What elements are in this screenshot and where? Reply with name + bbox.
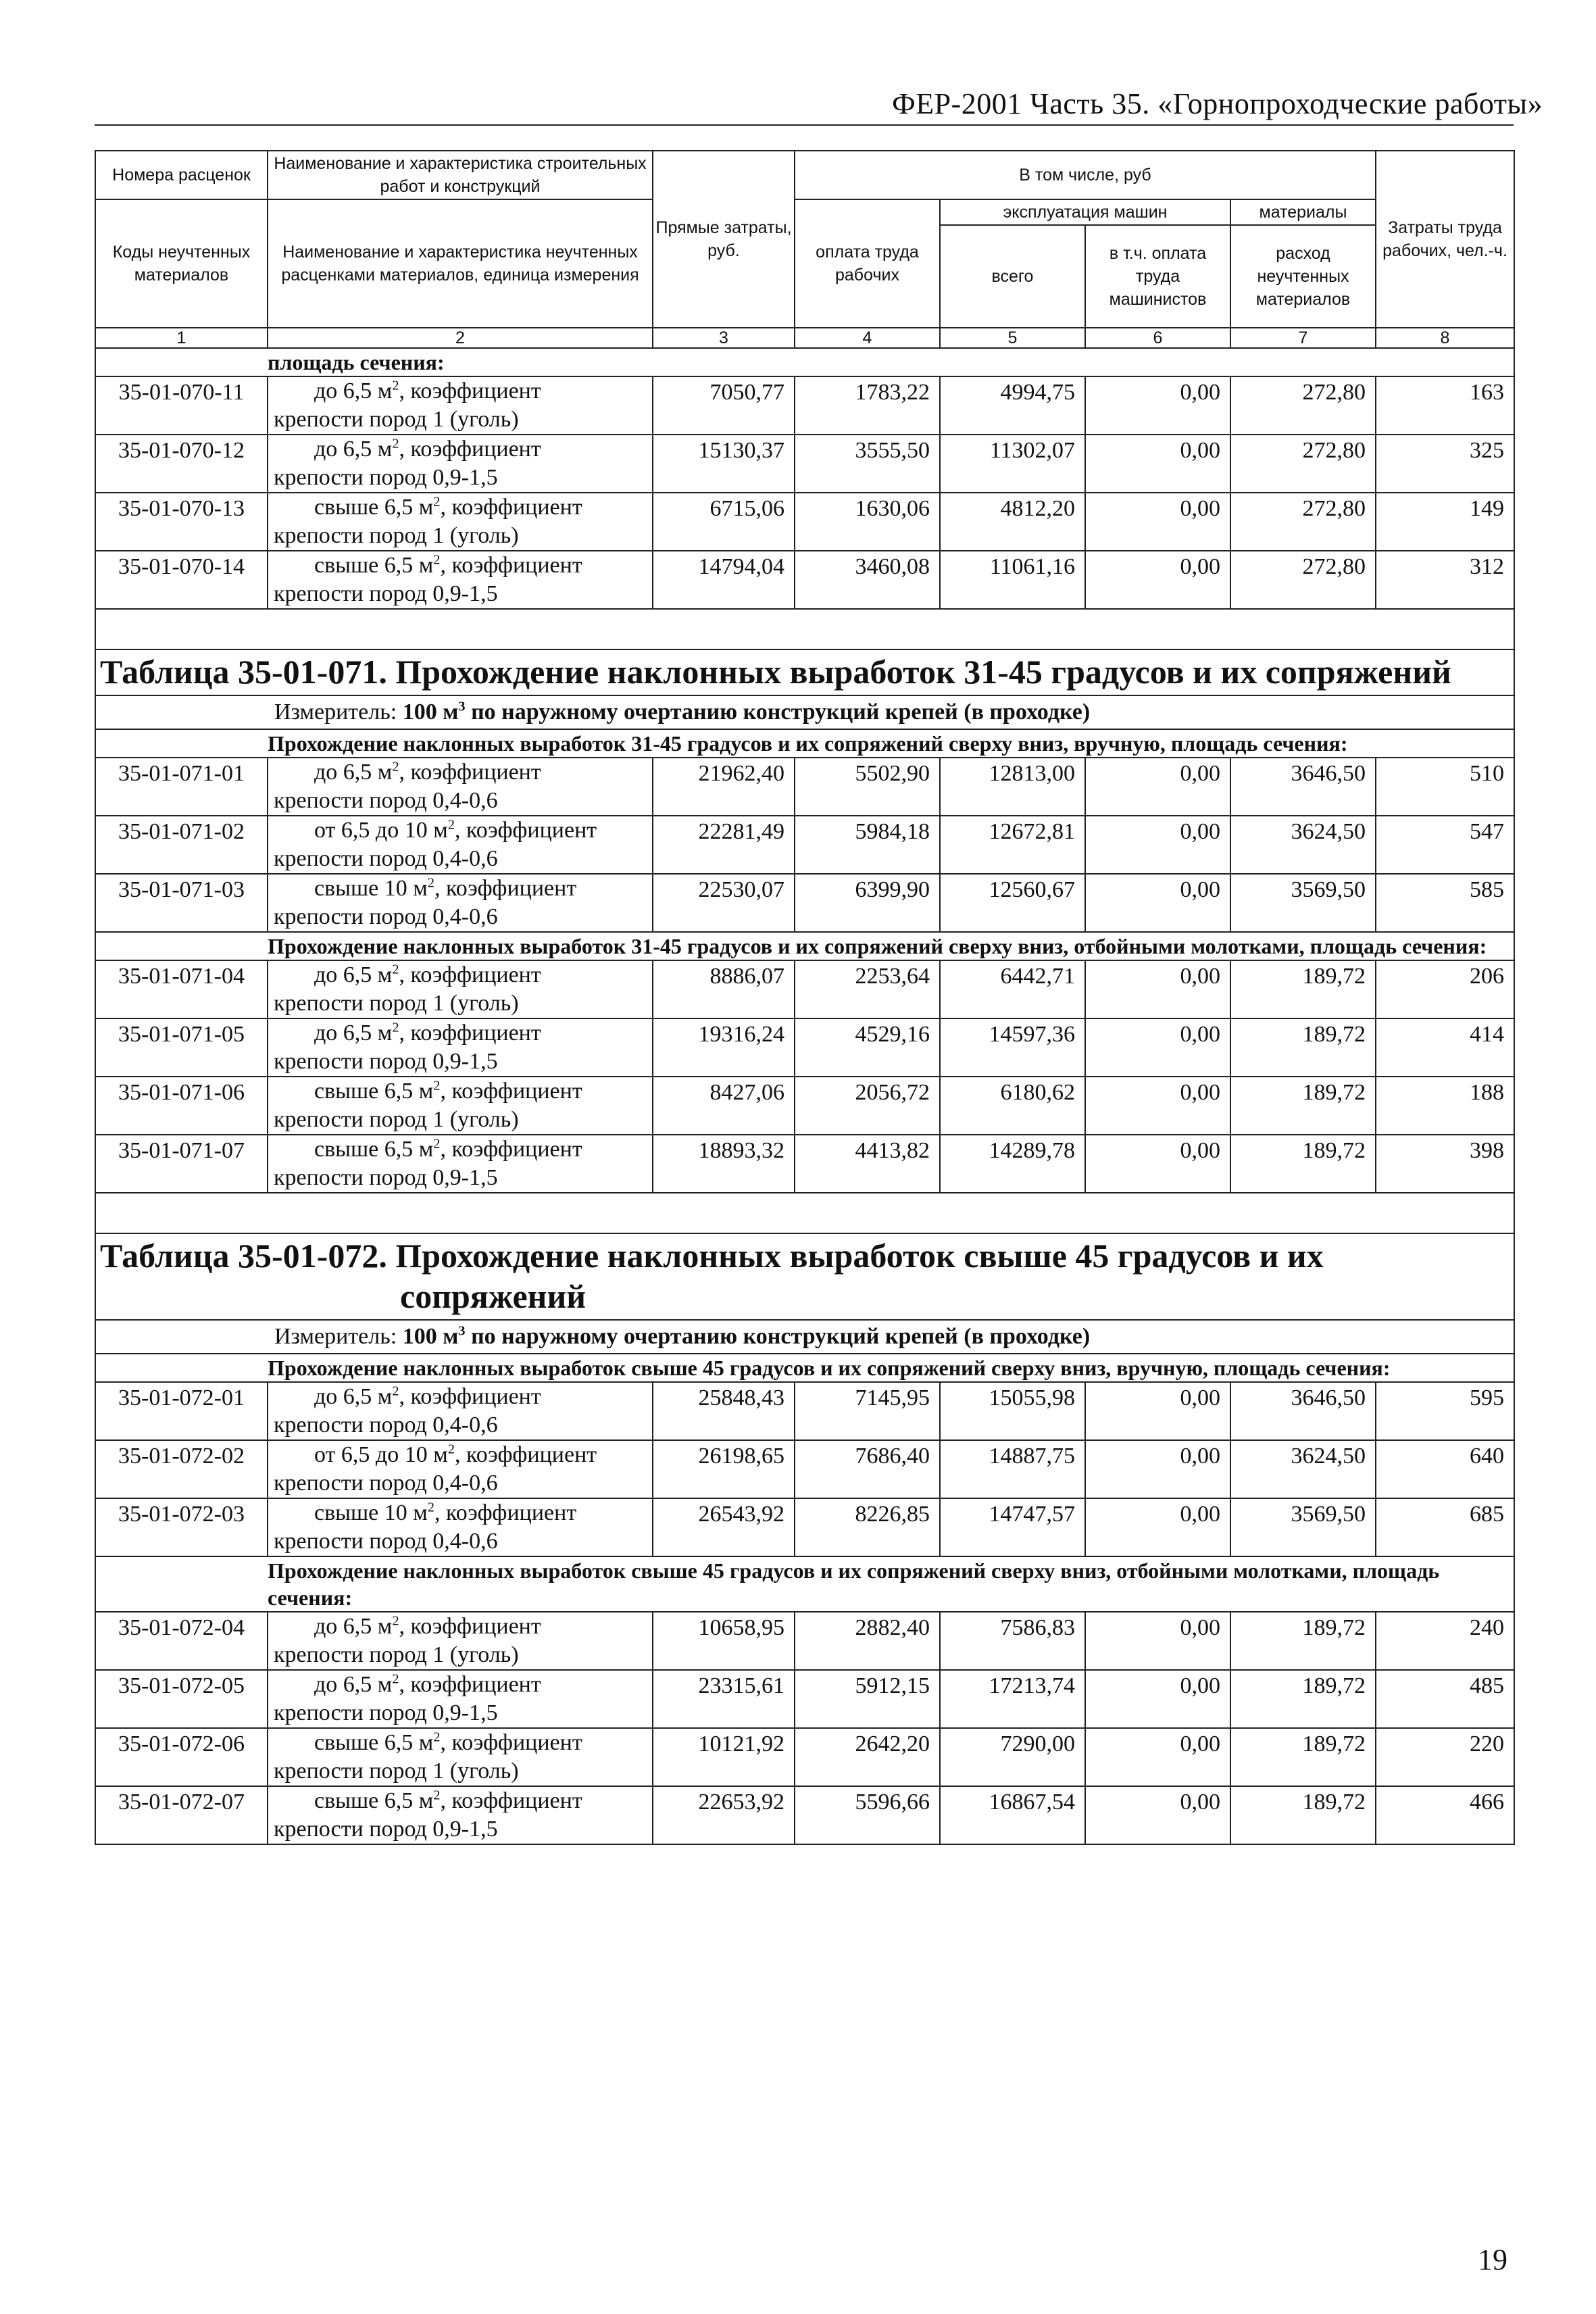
value-c5: 16867,54 — [940, 1786, 1085, 1844]
value-c5: 4812,20 — [940, 493, 1085, 551]
rate-code: 35-01-071-01 — [95, 758, 268, 816]
work-name: от 6,5 до 10 $м^2$, коэффициент крепости пород 0,4-0,6 — [268, 816, 653, 874]
name-size: до 6,5 м — [314, 760, 393, 785]
work-name: свыше 6,5 $м^2$, коэффициент крепости пород 1 (уголь) — [268, 1728, 653, 1786]
name-coef: , коэффициент — [440, 1079, 582, 1104]
value-c8: 149 — [1376, 493, 1514, 551]
name-rock: крепости пород 0,9-1,5 — [274, 1049, 498, 1074]
value-c3: 21962,40 — [653, 758, 795, 816]
table-row — [95, 816, 1514, 874]
value-c7: 189,72 — [1230, 1018, 1376, 1077]
column-number: 5 — [940, 328, 1085, 348]
measure-unit: 100 $м^3$ по наружному очертанию конструкций крепей (в проходке) — [402, 699, 1091, 724]
value-c4: 2642,20 — [795, 1728, 940, 1786]
name-size: свыше 6,5 м — [314, 1788, 434, 1813]
work-name: от 6,5 до 10 $м^2$, коэффициент крепости пород 0,4-0,6 — [268, 1440, 653, 1498]
value-c4: 3460,08 — [795, 551, 940, 609]
value-c6: 0,00 — [1085, 1382, 1230, 1440]
value-c8: 466 — [1376, 1786, 1514, 1844]
table-row — [95, 960, 1514, 1018]
value-c6: 0,00 — [1085, 1612, 1230, 1670]
col5-header: всего — [940, 225, 1085, 328]
name-coef: , коэффициент — [434, 1500, 577, 1525]
name-coef: , коэффициент — [399, 760, 541, 785]
column-number: 3 — [653, 328, 795, 348]
rate-code: 35-01-070-13 — [95, 493, 268, 551]
name-coef: , коэффициент — [440, 1730, 582, 1755]
value-c8: 240 — [1376, 1612, 1514, 1670]
materials-header: материалы — [1230, 199, 1376, 225]
table-row — [95, 493, 1514, 551]
group-header: В том числе, руб — [795, 151, 1376, 199]
name-rock: крепости пород 0,9-1,5 — [274, 1700, 498, 1725]
column-number: 7 — [1230, 328, 1376, 348]
value-c7: 189,72 — [1230, 960, 1376, 1018]
work-name: свыше 10 $м^2$, коэффициент крепости пород 0,4-0,6 — [268, 1498, 653, 1556]
value-c8: 595 — [1376, 1382, 1514, 1440]
col8-header: Затраты труда рабочих, чел.-ч. — [1376, 151, 1514, 328]
value-c4: 3555,50 — [795, 435, 940, 493]
value-c8: 547 — [1376, 816, 1514, 874]
table-row — [95, 1135, 1514, 1193]
work-name: до 6,5 $м^2$, коэффициент крепости пород 0,9-1,5 — [268, 1018, 653, 1077]
table-row — [95, 874, 1514, 932]
table-row — [95, 1440, 1514, 1498]
value-c3: 22281,49 — [653, 816, 795, 874]
value-c3: 22653,92 — [653, 1786, 795, 1844]
spacer-row — [95, 609, 1514, 649]
value-c7: 272,80 — [1230, 435, 1376, 493]
measure-unit-text: 100 м — [402, 699, 459, 724]
work-name: до 6,5 $м^2$, коэффициент крепости пород 0,4-0,6 — [268, 1382, 653, 1440]
table-row — [95, 1498, 1514, 1556]
value-c6: 0,00 — [1085, 1018, 1230, 1077]
name-coef: , коэффициент — [399, 1614, 541, 1639]
value-c6: 0,00 — [1085, 874, 1230, 932]
page-header: ФЕР-2001 Часть 35. «Горнопроходческие работы» — [892, 87, 1543, 120]
work-name: свыше 6,5 $м^2$, коэффициент крепости пород 1 (уголь) — [268, 493, 653, 551]
spacer-row — [95, 1193, 1514, 1233]
work-name: до 6,5 $м^2$, коэффициент крепости пород 1 (уголь) — [268, 376, 653, 435]
value-c6: 0,00 — [1085, 1670, 1230, 1728]
name-rock: крепости пород 1 (уголь) — [274, 1642, 519, 1667]
measure-unit-text: 100 м — [402, 1324, 459, 1349]
value-c7: 189,72 — [1230, 1728, 1376, 1786]
value-c7: 3569,50 — [1230, 1498, 1376, 1556]
column-number: 6 — [1085, 328, 1230, 348]
col6-header: в т.ч. оплата труда машинистов — [1085, 225, 1230, 328]
work-name: свыше 6,5 $м^2$, коэффициент крепости пород 0,9-1,5 — [268, 551, 653, 609]
section-heading: площадь сечения: — [95, 348, 1514, 376]
work-name: свыше 10 $м^2$, коэффициент крепости пород 0,4-0,6 — [268, 874, 653, 932]
value-c5: 15055,98 — [940, 1382, 1085, 1440]
value-c3: 26198,65 — [653, 1440, 795, 1498]
name-coef: , коэффициент — [440, 1137, 582, 1162]
value-c7: 3624,50 — [1230, 1440, 1376, 1498]
value-c5: 17213,74 — [940, 1670, 1085, 1728]
rate-code: 35-01-071-05 — [95, 1018, 268, 1077]
column-numbers-row — [95, 328, 1514, 348]
name-size: до 6,5 м — [314, 962, 393, 987]
rate-code: 35-01-072-01 — [95, 1382, 268, 1440]
value-c7: 189,72 — [1230, 1670, 1376, 1728]
table-row — [95, 1728, 1514, 1786]
section-heading: Прохождение наклонных выработок свыше 45 градусов и их сопряжений сверху вниз, вручную, площадь сечения: — [95, 1354, 1514, 1382]
value-c3: 14794,04 — [653, 551, 795, 609]
value-c7: 272,80 — [1230, 551, 1376, 609]
header-rule — [95, 124, 1514, 126]
value-c6: 0,00 — [1085, 1498, 1230, 1556]
table-072-measure — [95, 1320, 1514, 1354]
value-c5: 6442,71 — [940, 960, 1085, 1018]
measure-rest: по наружному очертанию конструкций крепей (в проходке) — [465, 699, 1091, 724]
value-c7: 3624,50 — [1230, 816, 1376, 874]
name-size: до 6,5 м — [314, 1614, 393, 1639]
name-size: до 6,5 м — [314, 437, 393, 462]
rate-code: 35-01-071-06 — [95, 1077, 268, 1135]
value-c4: 2253,64 — [795, 960, 940, 1018]
name-rock: крепости пород 0,4-0,6 — [274, 904, 498, 929]
value-c7: 189,72 — [1230, 1135, 1376, 1193]
col4-header: оплата труда рабочих — [795, 199, 940, 328]
value-c7: 272,80 — [1230, 493, 1376, 551]
value-c3: 22530,07 — [653, 874, 795, 932]
value-c3: 15130,37 — [653, 435, 795, 493]
name-coef: , коэффициент — [440, 495, 582, 520]
rate-code: 35-01-072-02 — [95, 1440, 268, 1498]
name-coef: , коэффициент — [454, 1442, 597, 1467]
rate-code: 35-01-071-07 — [95, 1135, 268, 1193]
rate-code: 35-01-072-07 — [95, 1786, 268, 1844]
name-coef: , коэффициент — [399, 1384, 541, 1409]
value-c8: 163 — [1376, 376, 1514, 435]
value-c7: 189,72 — [1230, 1077, 1376, 1135]
value-c4: 2882,40 — [795, 1612, 940, 1670]
value-c8: 398 — [1376, 1135, 1514, 1193]
value-c7: 3646,50 — [1230, 1382, 1376, 1440]
value-c8: 414 — [1376, 1018, 1514, 1077]
value-c4: 1783,22 — [795, 376, 940, 435]
col2-bottom-header: Наименование и характеристика неучтенных расценками материалов, единица измерения — [268, 199, 653, 328]
name-size: свыше 6,5 м — [314, 1079, 434, 1104]
value-c8: 685 — [1376, 1498, 1514, 1556]
table-072-title — [95, 1233, 1514, 1320]
name-rock: крепости пород 0,9-1,5 — [274, 1817, 498, 1842]
column-number: 4 — [795, 328, 940, 348]
name-coef: , коэффициент — [454, 818, 597, 843]
value-c4: 5596,66 — [795, 1786, 940, 1844]
name-coef: , коэффициент — [399, 962, 541, 987]
table-071-measure — [95, 695, 1514, 729]
value-c3: 26543,92 — [653, 1498, 795, 1556]
value-c6: 0,00 — [1085, 1077, 1230, 1135]
rate-code: 35-01-070-11 — [95, 376, 268, 435]
value-c5: 11061,16 — [940, 551, 1085, 609]
name-coef: , коэффициент — [399, 437, 541, 462]
section-heading: Прохождение наклонных выработок 31-45 градусов и их сопряжений сверху вниз, отбойными молотками, площадь сечения: — [95, 932, 1514, 960]
work-name: до 6,5 $м^2$, коэффициент крепости пород 1 (уголь) — [268, 1612, 653, 1670]
work-name: до 6,5 $м^2$, коэффициент крепости пород 0,9-1,5 — [268, 435, 653, 493]
table-row — [95, 435, 1514, 493]
value-c6: 0,00 — [1085, 1135, 1230, 1193]
value-c4: 1630,06 — [795, 493, 940, 551]
work-name: свыше 6,5 $м^2$, коэффициент крепости пород 0,9-1,5 — [268, 1786, 653, 1844]
table-row — [95, 376, 1514, 435]
section-heading: Прохождение наклонных выработок 31-45 градусов и их сопряжений сверху вниз, вручную, площадь сечения: — [95, 729, 1514, 758]
work-name: до 6,5 $м^2$, коэффициент крепости пород 0,9-1,5 — [268, 1670, 653, 1728]
table-row — [95, 1670, 1514, 1728]
value-c8: 585 — [1376, 874, 1514, 932]
value-c6: 0,00 — [1085, 1786, 1230, 1844]
value-c6: 0,00 — [1085, 816, 1230, 874]
value-c5: 12813,00 — [940, 758, 1085, 816]
value-c5: 4994,75 — [940, 376, 1085, 435]
name-rock: крепости пород 0,9-1,5 — [274, 465, 498, 490]
col2-top-header: Наименование и характеристика строительных работ и конструкций — [268, 151, 653, 199]
value-c4: 7686,40 — [795, 1440, 940, 1498]
value-c6: 0,00 — [1085, 435, 1230, 493]
value-c4: 5984,18 — [795, 816, 940, 874]
table-row — [95, 1786, 1514, 1844]
name-size: до 6,5 м — [314, 1384, 393, 1409]
machines-header: эксплуатация машин — [940, 199, 1230, 225]
value-c7: 3569,50 — [1230, 874, 1376, 932]
value-c5: 14289,78 — [940, 1135, 1085, 1193]
value-c8: 510 — [1376, 758, 1514, 816]
name-coef: , коэффициент — [399, 1672, 541, 1697]
title-line-2: сопряжений — [400, 1277, 587, 1315]
name-size: свыше 6,5 м — [314, 1730, 434, 1755]
rate-code: 35-01-070-14 — [95, 551, 268, 609]
column-number: 2 — [268, 328, 653, 348]
value-c6: 0,00 — [1085, 758, 1230, 816]
value-c7: 272,80 — [1230, 376, 1376, 435]
section-heading: Прохождение наклонных выработок свыше 45 градусов и их сопряжений сверху вниз, отбойными молотками, площадь сечения: — [95, 1556, 1514, 1612]
value-c6: 0,00 — [1085, 960, 1230, 1018]
value-c8: 312 — [1376, 551, 1514, 609]
name-size: свыше 6,5 м — [314, 553, 434, 578]
value-c8: 325 — [1376, 435, 1514, 493]
measure-prefix: Измеритель: — [274, 1324, 403, 1349]
name-size: свыше 10 м — [314, 876, 428, 901]
value-c8: 188 — [1376, 1077, 1514, 1135]
name-coef: , коэффициент — [399, 1020, 541, 1045]
value-c3: 8886,07 — [653, 960, 795, 1018]
rate-code: 35-01-072-03 — [95, 1498, 268, 1556]
rate-code: 35-01-071-03 — [95, 874, 268, 932]
value-c3: 7050,77 — [653, 376, 795, 435]
value-c8: 485 — [1376, 1670, 1514, 1728]
value-c8: 640 — [1376, 1440, 1514, 1498]
table-row — [95, 1077, 1514, 1135]
table-row — [95, 758, 1514, 816]
name-rock: крепости пород 0,4-0,6 — [274, 788, 498, 813]
value-c5: 7290,00 — [940, 1728, 1085, 1786]
value-c8: 206 — [1376, 960, 1514, 1018]
value-c5: 6180,62 — [940, 1077, 1085, 1135]
name-coef: , коэффициент — [440, 553, 582, 578]
value-c4: 7145,95 — [795, 1382, 940, 1440]
rate-code: 35-01-072-06 — [95, 1728, 268, 1786]
value-c3: 23315,61 — [653, 1670, 795, 1728]
name-rock: крепости пород 0,9-1,5 — [274, 1165, 498, 1190]
value-c3: 10658,95 — [653, 1612, 795, 1670]
value-c6: 0,00 — [1085, 1440, 1230, 1498]
measure-rest: по наружному очертанию конструкций крепей (в проходке) — [465, 1324, 1091, 1349]
rate-code: 35-01-070-12 — [95, 435, 268, 493]
rate-code: 35-01-072-05 — [95, 1670, 268, 1728]
value-c3: 10121,92 — [653, 1728, 795, 1786]
table-row — [95, 551, 1514, 609]
name-rock: крепости пород 1 (уголь) — [274, 1107, 519, 1132]
value-c3: 19316,24 — [653, 1018, 795, 1077]
name-size: свыше 6,5 м — [314, 1137, 434, 1162]
name-coef: , коэффициент — [399, 378, 541, 403]
name-rock: крепости пород 0,4-0,6 — [274, 846, 498, 871]
rate-code: 35-01-071-02 — [95, 816, 268, 874]
value-c3: 18893,32 — [653, 1135, 795, 1193]
column-number: 8 — [1376, 328, 1514, 348]
col3-header: Прямые затраты, руб. — [653, 151, 795, 328]
title-line-1: Таблица 35-01-072. Прохождение наклонных выработок свыше 45 градусов и их — [100, 1237, 1324, 1275]
name-size: от 6,5 до 10 м — [314, 818, 448, 843]
value-c5: 11302,07 — [940, 435, 1085, 493]
value-c6: 0,00 — [1085, 493, 1230, 551]
name-rock: крепости пород 0,4-0,6 — [274, 1529, 498, 1554]
column-number: 1 — [95, 328, 268, 348]
table-071-title: Таблица 35-01-071. Прохождение наклонных выработок 31-45 градусов и их сопряжений — [95, 649, 1514, 695]
value-c7: 189,72 — [1230, 1612, 1376, 1670]
value-c7: 3646,50 — [1230, 758, 1376, 816]
name-rock: крепости пород 0,4-0,6 — [274, 1412, 498, 1437]
name-rock: крепости пород 1 (уголь) — [274, 991, 519, 1016]
value-c5: 14747,57 — [940, 1498, 1085, 1556]
table-row — [95, 1382, 1514, 1440]
name-rock: крепости пород 0,4-0,6 — [274, 1471, 498, 1496]
value-c8: 220 — [1376, 1728, 1514, 1786]
name-rock: крепости пород 0,9-1,5 — [274, 581, 498, 606]
value-c6: 0,00 — [1085, 376, 1230, 435]
value-c5: 7586,83 — [940, 1612, 1085, 1670]
value-c4: 2056,72 — [795, 1077, 940, 1135]
value-c4: 8226,85 — [795, 1498, 940, 1556]
col1-bottom-header: Коды неучтенных материалов — [95, 199, 268, 328]
name-size: свыше 10 м — [314, 1500, 428, 1525]
value-c5: 14597,36 — [940, 1018, 1085, 1077]
name-rock: крепости пород 1 (уголь) — [274, 407, 519, 432]
value-c3: 25848,43 — [653, 1382, 795, 1440]
value-c7: 189,72 — [1230, 1786, 1376, 1844]
name-size: свыше 6,5 м — [314, 495, 434, 520]
value-c4: 5912,15 — [795, 1670, 940, 1728]
name-size: до 6,5 м — [314, 1672, 393, 1697]
value-c5: 12560,67 — [940, 874, 1085, 932]
name-coef: , коэффициент — [440, 1788, 582, 1813]
rates-table — [95, 150, 1515, 1845]
name-size: до 6,5 м — [314, 378, 393, 403]
value-c3: 8427,06 — [653, 1077, 795, 1135]
name-size: от 6,5 до 10 м — [314, 1442, 448, 1467]
value-c5: 14887,75 — [940, 1440, 1085, 1498]
value-c4: 4529,16 — [795, 1018, 940, 1077]
value-c6: 0,00 — [1085, 551, 1230, 609]
work-name: свыше 6,5 $м^2$, коэффициент крепости пород 0,9-1,5 — [268, 1135, 653, 1193]
work-name: свыше 6,5 $м^2$, коэффициент крепости пород 1 (уголь) — [268, 1077, 653, 1135]
measure-prefix: Измеритель: — [274, 699, 403, 724]
name-size: до 6,5 м — [314, 1020, 393, 1045]
name-rock: крепости пород 1 (уголь) — [274, 523, 519, 548]
table-row — [95, 1018, 1514, 1077]
value-c4: 4413,82 — [795, 1135, 940, 1193]
value-c4: 5502,90 — [795, 758, 940, 816]
value-c4: 6399,90 — [795, 874, 940, 932]
work-name: до 6,5 $м^2$, коэффициент крепости пород 1 (уголь) — [268, 960, 653, 1018]
name-rock: крепости пород 1 (уголь) — [274, 1758, 519, 1783]
rate-code: 35-01-072-04 — [95, 1612, 268, 1670]
col7-header: расход неучтенных материалов — [1230, 225, 1376, 328]
table-row — [95, 1612, 1514, 1670]
measure-unit: 100 $м^3$ по наружному очертанию конструкций крепей (в проходке) — [402, 1323, 1091, 1349]
page-number: 19 — [1478, 2243, 1507, 2276]
name-coef: , коэффициент — [434, 876, 577, 901]
value-c5: 12672,81 — [940, 816, 1085, 874]
col1-top-header: Номера расценок — [95, 151, 268, 199]
work-name: до 6,5 $м^2$, коэффициент крепости пород 0,4-0,6 — [268, 758, 653, 816]
value-c6: 0,00 — [1085, 1728, 1230, 1786]
rate-code: 35-01-071-04 — [95, 960, 268, 1018]
value-c3: 6715,06 — [653, 493, 795, 551]
